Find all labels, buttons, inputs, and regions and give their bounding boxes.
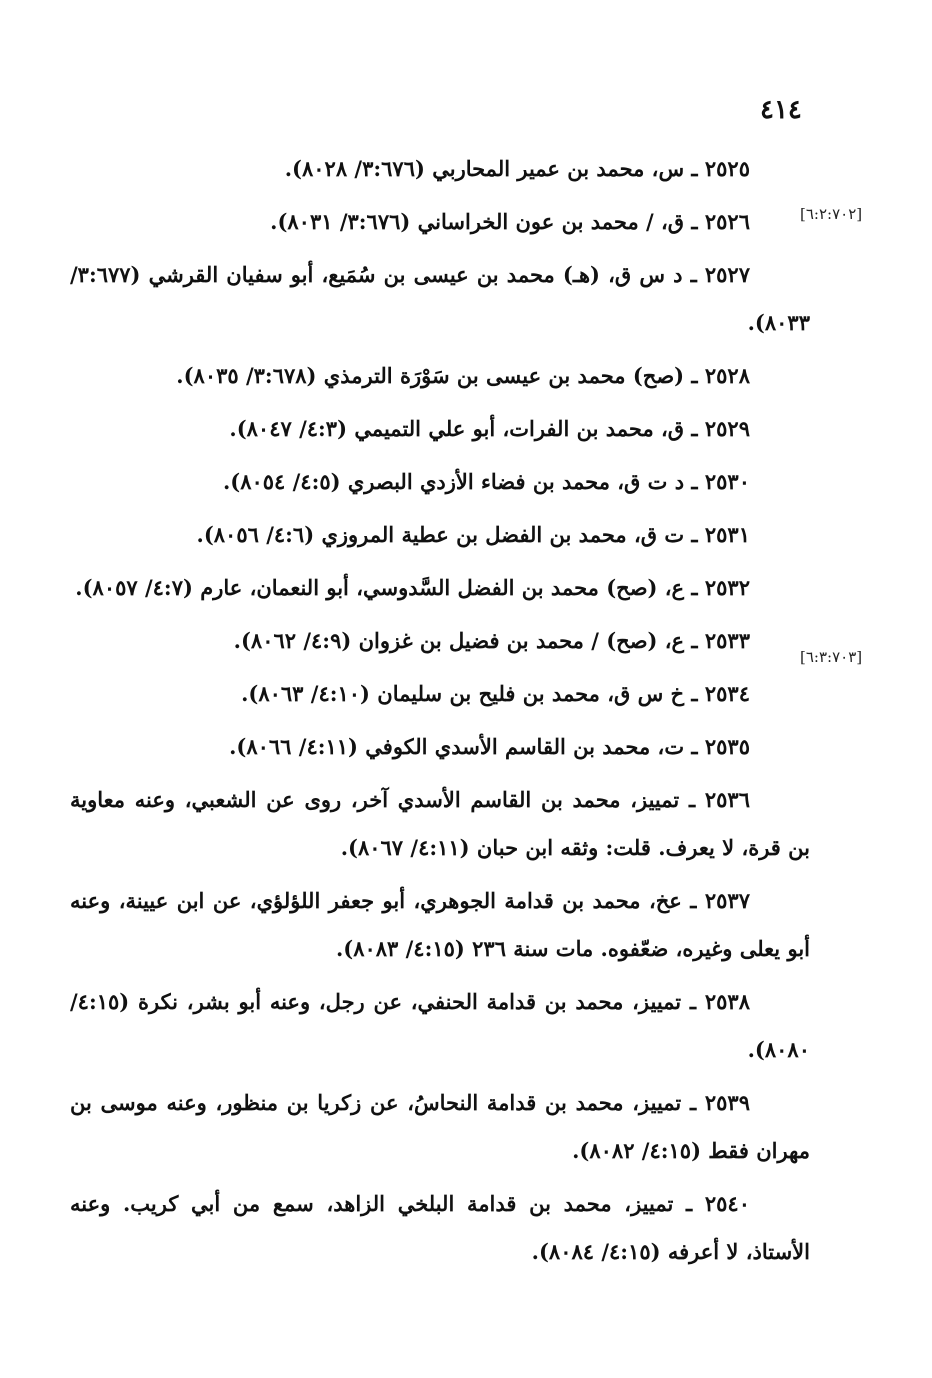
entry-2527: ٢٥٢٧ ـ د س ق، (هـ) محمد بن عيسى بن سُمَيع، أبو سفيان القرشي (٣:٦٧٧/ ٨٠٣٣). bbox=[70, 262, 810, 335]
entry-2540: ٢٥٤٠ ـ تمييز، محمد بن قدامة البلخي الزاهد، سمع من أبي كريب. وعنه الأستاذ، لا أعرفه (٤:١٥/ ٨٠٨٤). bbox=[70, 1191, 810, 1264]
entry-2539: ٢٥٣٩ ـ تمييز، محمد بن قدامة النحاسُ، عن زكريا بن منظور، وعنه موسى بن مهران فقط (٤:١٥/ ٨٠٨٢). bbox=[70, 1090, 810, 1163]
entry-2535: ٢٥٣٥ ـ ت، محمد بن القاسم الأسدي الكوفي (٤:١١/ ٨٠٦٦). bbox=[229, 734, 750, 759]
entry-2531: ٢٥٣١ ـ ت ق، محمد بن الفضل بن عطية المروزي (٤:٦/ ٨٠٥٦). bbox=[196, 522, 750, 547]
page-number: ٤١٤ bbox=[760, 95, 802, 125]
entry-2538: ٢٥٣٨ ـ تمييز، محمد بن قدامة الحنفي، عن رجل، وعنه أبو بشر، نكرة (٤:١٥/ ٨٠٨٠). bbox=[70, 989, 810, 1062]
entry-2533: ٢٥٣٣ ـ ع، (صح) / محمد بن فضيل بن غزوان (٤:٩/ ٨٠٦٢). bbox=[233, 628, 750, 653]
entries-list bbox=[70, 145, 810, 1281]
entry-2534: ٢٥٣٤ ـ خ س ق، محمد بن فليح بن سليمان (٤:١٠/ ٨٠٦٣). bbox=[241, 681, 750, 706]
entry-2537: ٢٥٣٧ ـ عخ، محمد بن قدامة الجوهري، أبو جعفر اللؤلؤي، عن ابن عيينة، وعنه أبو يعلى وغيره، ضعّفوه. مات سنة ٢٣٦ (٤:١٥/ ٨٠٨٣). bbox=[70, 888, 810, 961]
entry-2536: ٢٥٣٦ ـ تمييز، محمد بن القاسم الأسدي آخر، روى عن الشعبي، وعنه معاوية بن قرة، لا يعرف. قلت: وثقه ابن حبان (٤:١١/ ٨٠٦٧). bbox=[70, 787, 810, 860]
entry-2530: ٢٥٣٠ ـ د ت ق، محمد بن فضاء الأزدي البصري (٤:٥/ ٨٠٥٤). bbox=[222, 469, 750, 494]
entry-2529: ٢٥٢٩ ـ ق، محمد بن الفرات، أبو علي التميمي (٤:٣/ ٨٠٤٧). bbox=[229, 416, 750, 441]
entry-2532: ٢٥٣٢ ـ ع، (صح) محمد بن الفضل السَّدوسي، أبو النعمان، عارم (٤:٧/ ٨٠٥٧). bbox=[75, 575, 750, 600]
margin-reference: [٦:٢:٧٠٢] bbox=[800, 205, 863, 223]
entry-2528: ٢٥٢٨ ـ (صح) محمد بن عيسى بن سَوْرَة الترمذي (٣:٦٧٨/ ٨٠٣٥). bbox=[176, 363, 750, 388]
margin-reference: [٦:٣:٧٠٣] bbox=[800, 648, 863, 666]
entry-2526: ٢٥٢٦ ـ ق، / محمد بن عون الخراساني (٣:٦٧٦/ ٨٠٣١). bbox=[270, 209, 750, 234]
entry-2525: ٢٥٢٥ ـ س، محمد بن عمير المحاربي (٣:٦٧٦/ ٨٠٢٨). bbox=[284, 156, 750, 181]
